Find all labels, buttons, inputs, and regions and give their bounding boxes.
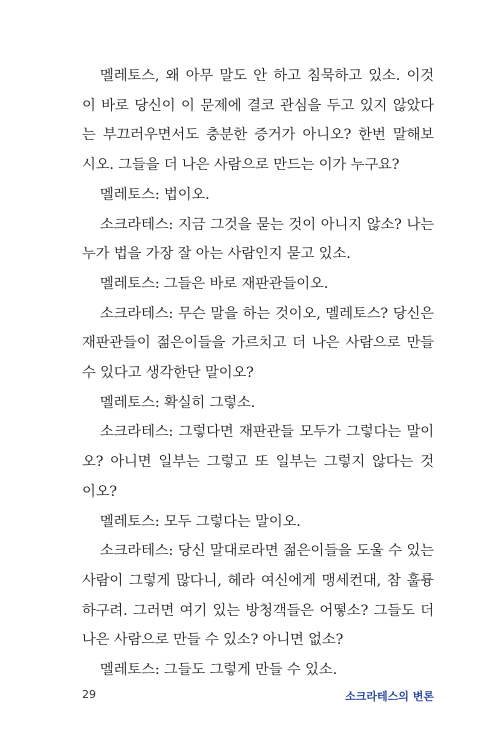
- text-line: 멜레토스: 그들도 그렇게 만들 수 있소.: [100, 662, 338, 679]
- text-line: 누가 법을 가장 잘 아는 사람인지 묻고 있소.: [82, 246, 351, 263]
- paragraph: [82, 211, 434, 270]
- paragraph: [82, 62, 434, 181]
- paragraph: [82, 389, 434, 419]
- page-footer: [82, 688, 434, 706]
- text-line: 수 있다고 생각한단 말이오?: [82, 365, 254, 382]
- paragraph: [82, 537, 434, 656]
- paragraph: [82, 270, 434, 300]
- paragraph: [82, 300, 434, 389]
- text-line: 소크라테스: 무슨 말을 하는 것이오, 멜레토스? 당신은: [100, 305, 434, 322]
- text-line: 이오?: [82, 483, 117, 500]
- text-line: 멜레토스: 법이오.: [100, 186, 210, 203]
- text-line: 멜레토스, 왜 아무 말도 안 하고 침묵하고 있소. 이것: [100, 68, 434, 84]
- text-line: 소크라테스: 당신 말대로라면 젊은이들을 도울 수 있는: [100, 543, 434, 560]
- text-line: 멜레토스: 확실히 그렇소.: [100, 394, 256, 411]
- text-line: 시오. 그들을 더 나은 사람으로 만드는 이가 누구요?: [82, 157, 400, 174]
- text-line: 멜레토스: 그들은 바로 재판관들이오.: [100, 275, 329, 292]
- text-line: 하구려. 그러면 여기 있는 방청객들은 어떻소? 그들도 더: [82, 602, 434, 619]
- text-line: 멜레토스: 모두 그렇다는 말이오.: [100, 513, 301, 530]
- text-line: 소크라테스: 지금 그것을 묻는 것이 아니지 않소? 나는: [100, 216, 434, 233]
- paragraph: [82, 656, 434, 686]
- page-number: 29: [82, 688, 96, 701]
- text-line: 재판관들이 젊은이들을 가르치고 더 나은 사람으로 만들: [82, 335, 434, 352]
- text-line: 나은 사람으로 만들 수 있소? 아니면 없소?: [82, 632, 344, 649]
- running-title: 소크라테스의 변론: [345, 690, 434, 703]
- text-line: 는 부끄러우면서도 충분한 증거가 아니오? 한번 말해보: [82, 127, 434, 144]
- paragraph: [82, 508, 434, 538]
- text-line: 소크라테스: 그렇다면 재판관들 모두가 그렇다는 말이: [100, 424, 434, 441]
- text-line: 오? 아니면 일부는 그렇고 또 일부는 그렇지 않다는 것: [82, 454, 434, 471]
- text-line: 사람이 그렇게 많다니, 헤라 여신에게 맹세컨대, 참 훌륭: [82, 572, 434, 589]
- paragraph: [82, 181, 434, 211]
- body-text: [82, 62, 434, 686]
- paragraph: [82, 418, 434, 507]
- text-line: 이 바로 당신이 이 문제에 결코 관심을 두고 있지 않았다: [82, 97, 434, 114]
